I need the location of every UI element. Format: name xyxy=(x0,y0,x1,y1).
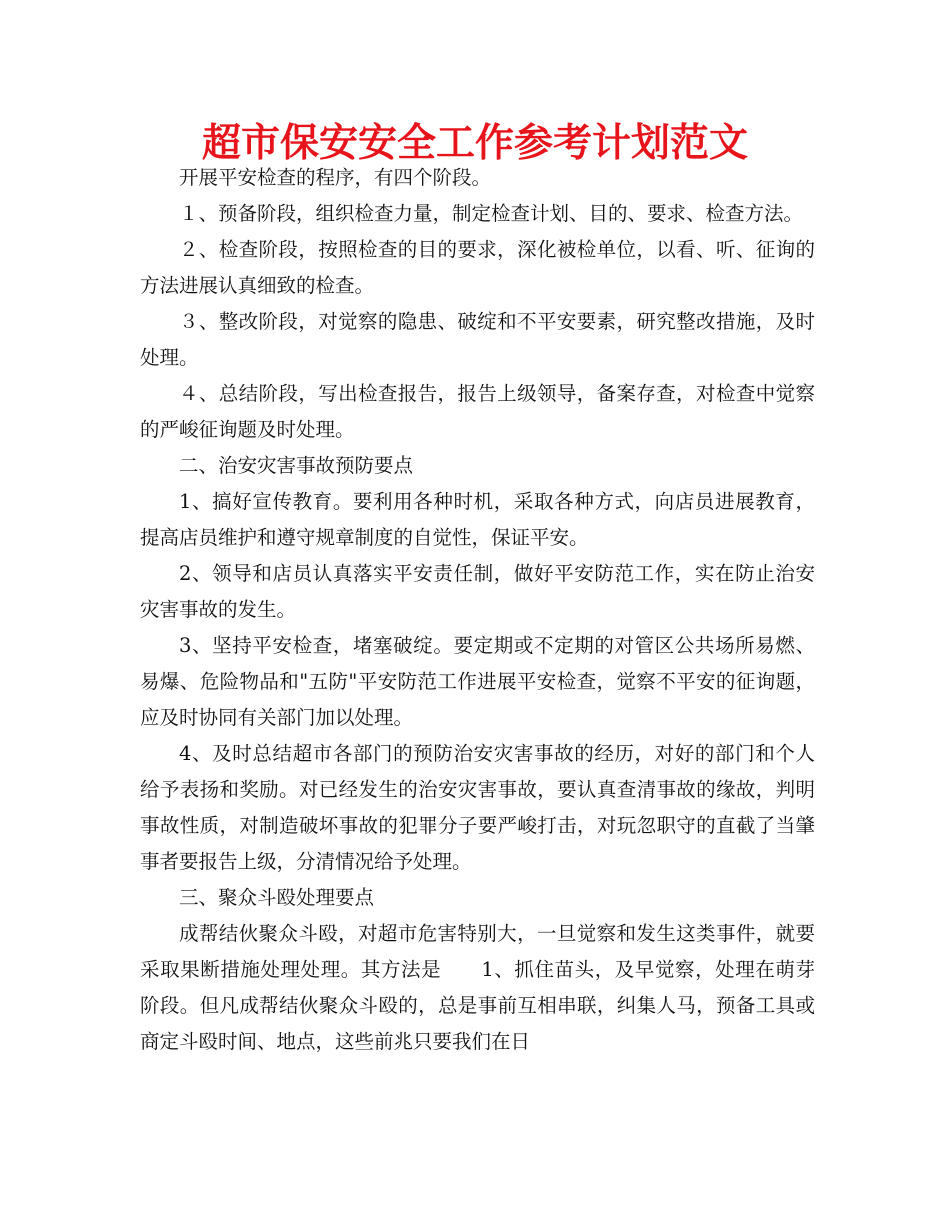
document-body xyxy=(140,160,815,1060)
document-title: 超市保安安全工作参考计划范文 xyxy=(201,120,748,166)
paragraph-prevention-4: 4、及时总结超市各部门的预防治安灾害事故的经历，对好的部门和个人给予表扬和奖励。对已经发生的治安灾害事故，要认真查清事故的缘故，判明事故性质，对制造破坏事故的犯罪分子要严峻打击，对玩忽职守的直截了当肇事者要报告上级，分清情况给予处理。 xyxy=(140,742,815,873)
paragraph-step-2: ２、检查阶段，按照检查的目的要求，深化被检单位，以看、听、征询的方法进展认真细致的检查。 xyxy=(140,238,815,297)
paragraph-intro: 开展平安检查的程序，有四个阶段。 xyxy=(179,166,492,189)
paragraph-step-3: ３、整改阶段，对觉察的隐患、破绽和不平安要素，研究整改措施，及时处理。 xyxy=(140,310,815,369)
section-heading-3: 三、聚众斗殴处理要点 xyxy=(179,886,375,909)
paragraph-step-1: １、预备阶段，组织检查力量，制定检查计划、目的、要求、检查方法。 xyxy=(179,202,804,225)
paragraph-fight-handling: 成帮结伙聚众斗殴，对超市危害特别大，一旦觉察和发生这类事件，就要采取果断措施处理处理。其方法是 1、抓住苗头，及早觉察，处理在萌芽阶段。但凡成帮结伙聚众斗殴的，总是事前互相串联，纠集人马，预备工具或商定斗殴时间、地点，这些前兆只要我们在日 xyxy=(140,922,815,1053)
section-heading-2: 二、治安灾害事故预防要点 xyxy=(179,454,414,477)
paragraph-prevention-1: 1、搞好宣传教育。要利用各种时机，采取各种方式，向店员进展教育，提高店员维护和遵守规章制度的自觉性，保证平安。 xyxy=(140,490,815,549)
paragraph-step-4: ４、总结阶段，写出检查报告，报告上级领导，备案存查，对检查中觉察的严峻征询题及时处理。 xyxy=(140,382,815,441)
paragraph-prevention-2: 2、领导和店员认真落实平安责任制，做好平安防范工作，实在防止治安灾害事故的发生。 xyxy=(140,562,815,621)
paragraph-prevention-3: 3、坚持平安检查，堵塞破绽。要定期或不定期的对管区公共场所易燃、易爆、危险物品和"五防"平安防范工作进展平安检查，觉察不平安的征询题，应及时协同有关部门加以处理。 xyxy=(140,634,815,729)
